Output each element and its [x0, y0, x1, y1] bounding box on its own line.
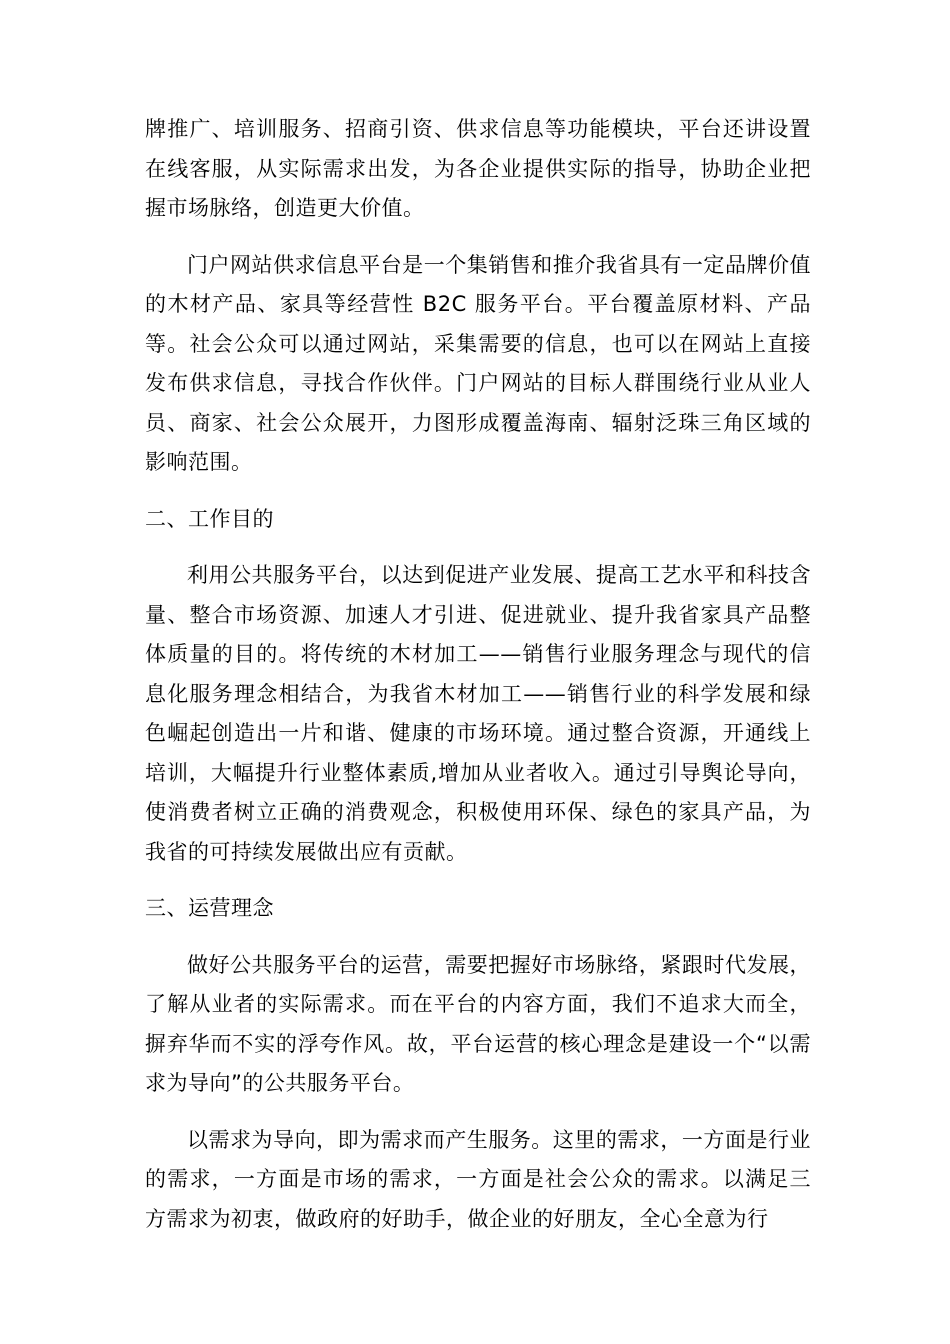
paragraph-demand-oriented: 以需求为导向，即为需求而产生服务。这里的需求，一方面是行业的需求，一方面是市场的需求，一方面是社会公众的需求。以满足三方需求为初衷，做政府的好助手，做企业的好朋友，全心全意为行: [145, 1127, 811, 1231]
paragraph-operation-concept: 做好公共服务平台的运营，需要把握好市场脉络，紧跟时代发展，了解从业者的实际需求。而在平台的内容方面，我们不追求大而全，摒弃华而不实的浮夸作风。故，平台运营的核心理念是建设一个“以需求为导向”的公共服务平台。: [145, 952, 811, 1095]
paragraph-portal-platform: 门户网站供求信息平台是一个集销售和推介我省具有一定品牌价值的木材产品、家具等经营性 B2C 服务平台。平台覆盖原材料、产品等。社会公众可以通过网站，采集需要的信息，也可以在网站上直接发布供求信息，寻找合作伙伴。门户网站的目标人群围绕行业从业人员、商家、社会公众展开，力图形成覆盖海南、辐射泛珠三角区域的影响范围。: [145, 252, 811, 474]
paragraph-work-purpose: 利用公共服务平台，以达到促进产业发展、提高工艺水平和科技含量、整合市场资源、加速人才引进、促进就业、提升我省家具产品整体质量的目的。将传统的木材加工——销售行业服务理念与现代的信息化服务理念相结合，为我省木材加工——销售行业的科学发展和绿色崛起创造出一片和谐、健康的市场环境。通过整合资源，开通线上培训，大幅提升行业整体素质,增加从业者收入。通过引导舆论导向，使消费者树立正确的消费观念，积极使用环保、绿色的家具产品，为我省的可持续发展做出应有贡献。: [145, 563, 811, 864]
section-heading-operation-concept: 三、运营理念: [145, 896, 274, 920]
paragraph-continuation: 牌推广、培训服务、招商引资、供求信息等功能模块，平台还讲设置在线客服，从实际需求出发，为各企业提供实际的指导，协助企业把握市场脉络，创造更大价值。: [145, 117, 811, 220]
section-heading-work-purpose: 二、工作目的: [145, 506, 274, 531]
document-page: [145, 110, 811, 1256]
